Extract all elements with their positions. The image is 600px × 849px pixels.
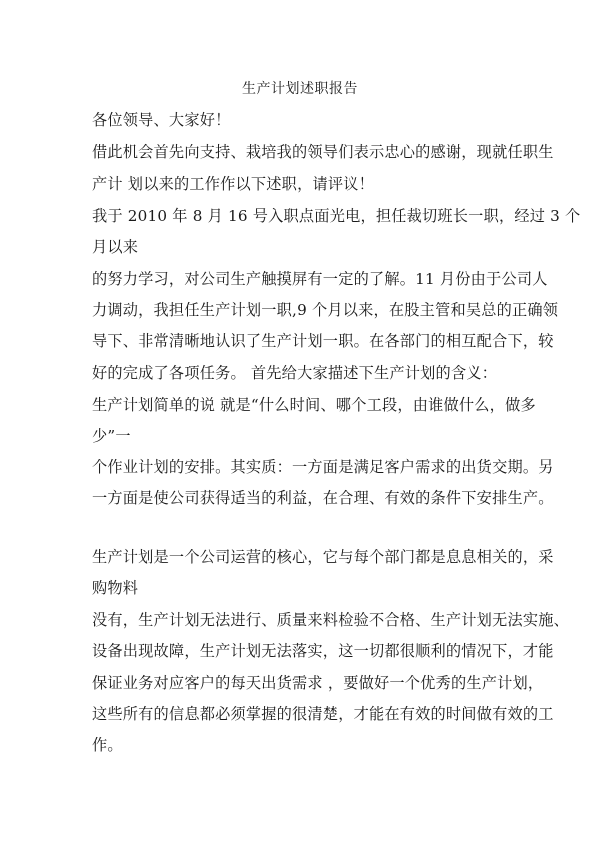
paragraph-line: 没有，生产计划无法进行、质量来料检验不合格、生产计划无法实施、 [92,611,570,629]
paragraph-line: 各位领导、大家好！ [92,111,231,129]
paragraph-line: 少”一 [92,427,131,445]
paragraph-line: 的努力学习，对公司生产触摸屏有一定的了解。11 月份由于公司人 [92,270,548,288]
paragraph-line: 一方面是使公司获得适当的利益，在合理、有效的条件下安排生产。 [92,489,554,507]
paragraph-line: 生产计划简单的说 就是“什么时间、哪个工段，由谁做什么，做多 [92,396,536,414]
paragraph-line: 设备出现故障，生产计划无法落实，这一切都很顺利的情况下，才能 [92,642,554,660]
paragraph-line: 保证业务对应客户的每天出货需求 ，要做好一个优秀的生产计划， [92,674,544,692]
paragraph-line: 个作业计划的安排。其实质：一方面是满足客户需求的出货交期。另 [92,458,554,476]
paragraph-line: 力调动，我担任生产计划一职,9 个月以来，在股主管和吴总的正确领 [92,301,559,319]
paragraph-line: 好的完成了各项任务。 首先给大家描述下生产计划的含义： [92,364,498,382]
paragraph-line: 我于 2010 年 8 月 16 号入职点面光电，担任裁切班长一职，经过 3 个 [92,207,581,225]
document-title: 生产计划述职报告 [242,81,358,97]
paragraph-line: 购物料 [92,579,139,597]
paragraph-line: 生产计划是一个公司运营的核心，它与每个部门都是息息相关的，采 [92,548,554,566]
paragraph-line: 借此机会首先向支持、栽培我的领导们表示忠心的感谢，现就任职生 [92,143,554,161]
paragraph-line: 这些所有的信息都必须掌握的很清楚，才能在有效的时间做有效的工 [92,705,554,723]
paragraph-line: 产计 划以来的工作作以下述职，请评议！ [92,175,375,193]
paragraph-line: 导下、非常清晰地认识了生产计划一职。在各部门的相互配合下，较 [92,332,554,350]
paragraph-line: 作。 [92,736,123,754]
paragraph-line: 月以来 [92,238,139,256]
